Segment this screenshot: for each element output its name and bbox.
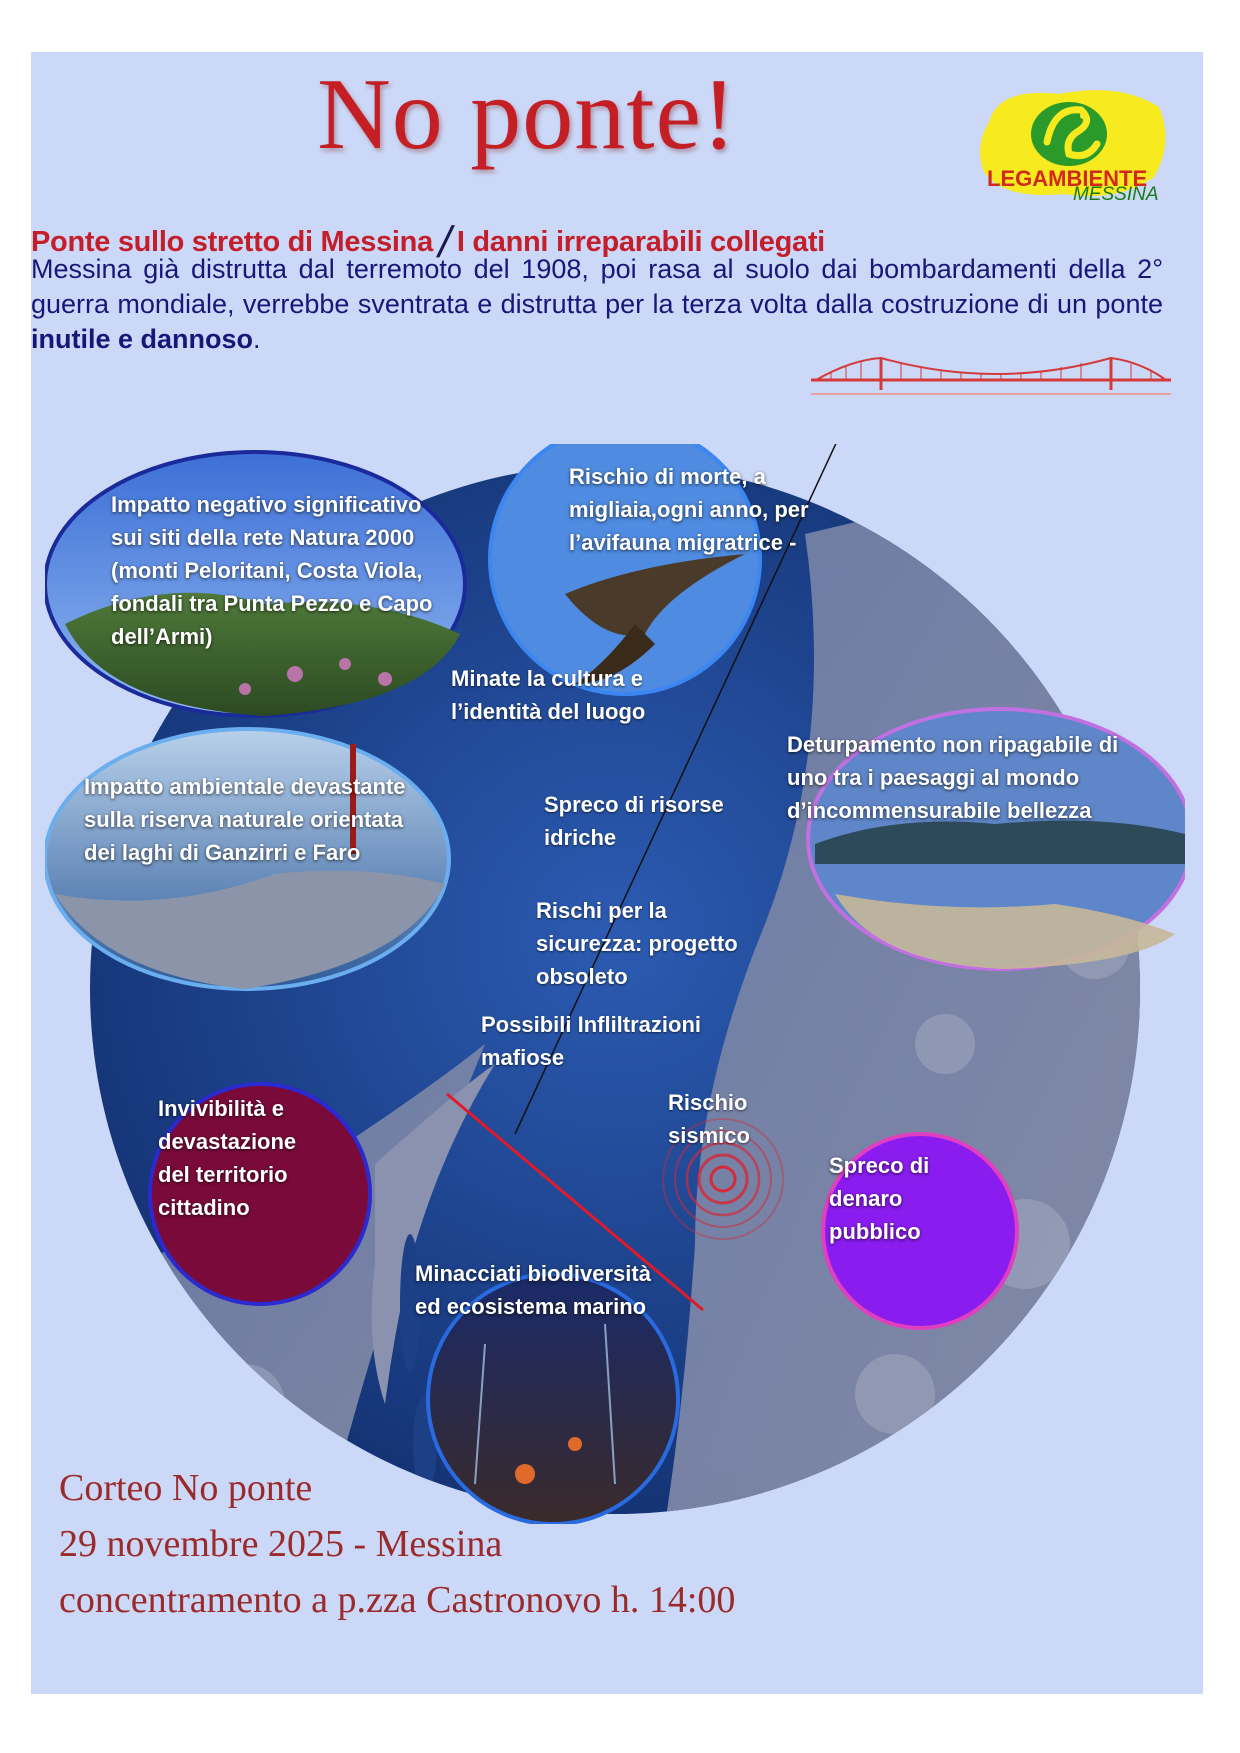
intro-emphasis: inutile e dannoso	[31, 324, 254, 354]
bubble-biodiversita-text: Minacciati biodiversità ed ecosistema marino	[415, 1261, 651, 1319]
bubble-denaro-text: Spreco di denaro pubblico	[829, 1153, 930, 1244]
label-sicurezza: Rischi per la sicurezza: progetto obsoleto	[536, 898, 738, 989]
subtitle-left: Ponte sullo stretto di Messina	[31, 226, 433, 258]
intro-paragraph	[31, 252, 1163, 357]
legambiente-logo	[969, 82, 1179, 212]
logo-text-1: LEGAMBIENTE	[987, 166, 1148, 191]
bridge-icon	[811, 350, 1171, 410]
event-line-1: Corteo No ponte	[59, 1467, 313, 1509]
poster	[31, 52, 1203, 1694]
bubble-paesaggio-text: Deturpamento non ripagabile di uno tra i paesaggi al mondo d’incommensurabile bellezza	[787, 732, 1119, 823]
subtitle-separator: /	[433, 218, 457, 267]
subtitle-right: I danni irreparabili collegati	[456, 226, 825, 258]
bubble-natura2000-text: Impatto negativo significativo sui siti della rete Natura 2000 (monti Peloritani, Costa Viola, fondali tra Punta Pezzo e Capo dell’Armi)	[111, 492, 433, 649]
event-line-2: 29 novembre 2025 - Messina	[59, 1523, 503, 1565]
bubble-territorio-text: Invivibilità e devastazione del territorio cittadino	[158, 1096, 297, 1220]
intro-text: Messina già distrutta dal terremoto del 1908, poi rasa al suolo dai bombardamenti della 2° guerra mondiale, verrebbe sventrata e distrutta per la terza volta dalla costruzione di un ponte	[31, 254, 1163, 319]
label-cultura: Minate la cultura e l’identità del luogo	[451, 666, 646, 724]
bubble-laghi-text: Impatto ambientale devastante sulla riserva naturale orientata dei laghi di Ganzirri e Faro	[84, 774, 406, 865]
bubble-avifauna-text: Rischio di morte, a migliaia,ogni anno, per l’avifauna migratrice -	[569, 464, 809, 555]
label-sismico: Rischio sismico	[668, 1090, 750, 1148]
event-info	[59, 1460, 735, 1628]
event-line-3: concentramento a p.zza Castronovo h. 14:00	[59, 1579, 736, 1621]
swan-icon	[1031, 102, 1107, 166]
title-text: No ponte!	[317, 58, 737, 171]
logo-text-2: MESSINA	[1073, 184, 1159, 205]
label-idriche: Spreco di risorse idriche	[544, 792, 724, 850]
label-mafia: Possibili Infliltrazioni mafiose	[481, 1012, 702, 1070]
intro-end: .	[253, 324, 261, 354]
